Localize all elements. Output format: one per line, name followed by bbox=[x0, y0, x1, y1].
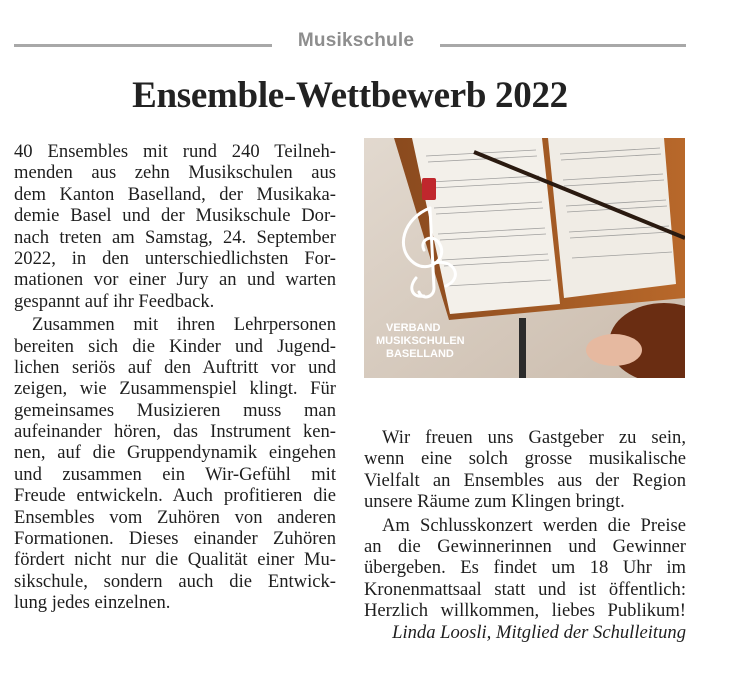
text-line: Wir freuen uns Gastgeber zu sein, bbox=[382, 427, 686, 448]
article-photo bbox=[364, 138, 685, 378]
text-line: Ensembles vom Zuhören von anderen bbox=[14, 506, 336, 528]
text-line: demie Basel und der Musikschule Dor- bbox=[14, 205, 336, 227]
article-right-column bbox=[364, 427, 686, 643]
text-line: gespannt auf ihr Feedback. bbox=[14, 290, 215, 312]
text-line: zeigen, wie Zusammenspiel klingt. Für bbox=[14, 378, 336, 400]
text-line: Kronenmattsaal statt und ist öffentlich: bbox=[364, 578, 686, 600]
rubric-label: Musikschule bbox=[297, 30, 415, 51]
text-line: 40 Ensembles mit rund 240 Teilneh- bbox=[14, 141, 336, 162]
text-line: dem Kanton Baselland, der Musikaka- bbox=[14, 183, 336, 205]
section-rubric bbox=[14, 28, 686, 54]
text-line: sikschule, sondern auch die Entwick- bbox=[14, 570, 336, 592]
text-line: Herzlich willkommen, liebes Publikum! bbox=[364, 600, 686, 622]
text-line: lung jedes einzelnen. bbox=[14, 592, 171, 614]
text-line: gemeinsames Musizieren muss man bbox=[14, 399, 336, 421]
text-line: menden aus zehn Musikschulen aus bbox=[14, 162, 336, 184]
text-line: mationen vor einer Jury an und warten bbox=[14, 269, 336, 291]
article-headline: Ensemble-Wettbewerb 2022 bbox=[132, 75, 568, 116]
rubric-rule-right bbox=[440, 44, 686, 47]
text-line: wenn eine solch grosse musikalische bbox=[364, 448, 686, 470]
text-line: nach treten am Samstag, 24. September bbox=[14, 226, 336, 248]
text-line: lichen seriös auf den Auftritt vor und bbox=[14, 356, 336, 378]
text-line: fördert nicht nur die Qualität einer Mu- bbox=[14, 549, 336, 571]
text-line: und zusammen ein Wir-Gefühl mit bbox=[14, 463, 336, 485]
rubric-rule-left bbox=[14, 44, 272, 47]
logo-text: VERBAND MUSIKSCHULEN BASELLAND bbox=[376, 322, 465, 360]
text-line: übergeben. Es findet um 18 Uhr im bbox=[364, 557, 686, 579]
article-left-column bbox=[14, 141, 336, 614]
text-line: an die Gewinnerinnen und Gewinner bbox=[364, 535, 686, 557]
text-line: bereiten sich die Kinder und Jugend- bbox=[14, 335, 336, 357]
text-line: Am Schlusskonzert werden die Preise bbox=[382, 514, 686, 536]
text-line: 2022, in den unterschiedlichsten For- bbox=[14, 247, 336, 269]
text-line: Formationen. Dieses einander Zuhören bbox=[14, 528, 336, 550]
text-line: nen, auf die Gruppendynamik eingehen bbox=[14, 442, 336, 464]
text-line: Zusammen mit ihren Lehrpersonen bbox=[32, 314, 336, 336]
text-line: Vielfalt an Ensembles aus der Region bbox=[364, 469, 686, 491]
text-line: aufeinander hören, das Instrument ken- bbox=[14, 421, 336, 443]
text-line: unsere Räume zum Klingen bringt. bbox=[364, 491, 625, 513]
text-line: Freude entwickeln. Auch profitieren die bbox=[14, 485, 336, 507]
author-signature: Linda Loosli, Mitglied der Schulleitung bbox=[392, 621, 686, 643]
